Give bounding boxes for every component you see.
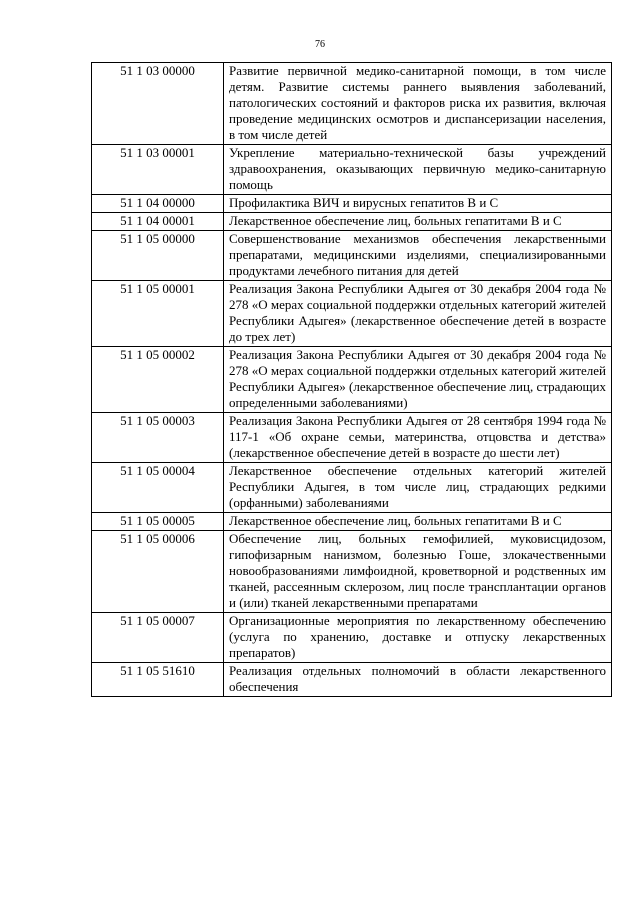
table-row [92, 213, 612, 231]
budget-code-table [91, 62, 612, 697]
budget-code-table-body [92, 63, 612, 697]
code-cell: 51 1 04 00000 [92, 195, 224, 213]
description-cell: Обеспечение лиц, больных гемофилией, муковисцидозом, гипофизарным нанизмом, болезнью Гоше, злокачественными новообразованиями лимфоидной, кроветворной и родственных им тканей, рассеянным склерозом, лиц после трансплантации органов и (или) тканей лекарственными препаратами [224, 531, 612, 613]
description-cell: Организационные мероприятия по лекарственному обеспечению (услуга по хранению, доставке и отпуску лекарственных препаратов) [224, 613, 612, 663]
table-row [92, 281, 612, 347]
table-row [92, 663, 612, 697]
code-cell: 51 1 05 00006 [92, 531, 224, 613]
table-row [92, 231, 612, 281]
description-cell: Лекарственное обеспечение лиц, больных гепатитами В и С [224, 513, 612, 531]
table-row [92, 413, 612, 463]
table-row [92, 195, 612, 213]
code-cell: 51 1 05 00004 [92, 463, 224, 513]
description-cell: Реализация Закона Республики Адыгея от 28 сентября 1994 года № 117-1 «Об охране семьи, материнства, отцовства и детства» (лекарственное обеспечение детей в возрасте до шести лет) [224, 413, 612, 463]
code-cell: 51 1 04 00001 [92, 213, 224, 231]
description-cell: Лекарственное обеспечение отдельных категорий жителей Республики Адыгея, в том числе лиц, страдающих редкими (орфанными) заболеваниями [224, 463, 612, 513]
code-cell: 51 1 05 00007 [92, 613, 224, 663]
table-row [92, 463, 612, 513]
code-cell: 51 1 05 51610 [92, 663, 224, 697]
description-cell: Совершенствование механизмов обеспечения лекарственными препаратами, медицинскими изделиями, специализированными продуктами лечебного питания для детей [224, 231, 612, 281]
table-row [92, 347, 612, 413]
code-cell: 51 1 05 00002 [92, 347, 224, 413]
description-cell: Реализация Закона Республики Адыгея от 30 декабря 2004 года № 278 «О мерах социальной поддержки отдельных категорий жителей Республики Адыгея» (лекарственное обеспечение детей в возрасте до трех лет) [224, 281, 612, 347]
code-cell: 51 1 03 00000 [92, 63, 224, 145]
table-row [92, 513, 612, 531]
code-cell: 51 1 05 00003 [92, 413, 224, 463]
description-cell: Профилактика ВИЧ и вирусных гепатитов В и С [224, 195, 612, 213]
page-number: 76 [315, 39, 325, 50]
description-cell: Реализация Закона Республики Адыгея от 30 декабря 2004 года № 278 «О мерах социальной поддержки отдельных категорий жителей Республики Адыгея» (лекарственное обеспечение лиц, страдающих определенными заболеваниями) [224, 347, 612, 413]
description-cell: Реализация отдельных полномочий в области лекарственного обеспечения [224, 663, 612, 697]
code-cell: 51 1 03 00001 [92, 145, 224, 195]
table-row [92, 613, 612, 663]
code-cell: 51 1 05 00000 [92, 231, 224, 281]
table-row [92, 531, 612, 613]
description-cell: Развитие первичной медико-санитарной помощи, в том числе детям. Развитие системы раннего выявления заболеваний, патологических состояний и факторов риска их развития, включая проведение медицинских осмотров и диспансеризации населения, в том числе детей [224, 63, 612, 145]
code-cell: 51 1 05 00005 [92, 513, 224, 531]
description-cell: Укрепление материально-технической базы учреждений здравоохранения, оказывающих первичную медико-санитарную помощь [224, 145, 612, 195]
code-cell: 51 1 05 00001 [92, 281, 224, 347]
table-row [92, 145, 612, 195]
description-cell: Лекарственное обеспечение лиц, больных гепатитами В и С [224, 213, 612, 231]
table-row [92, 63, 612, 145]
